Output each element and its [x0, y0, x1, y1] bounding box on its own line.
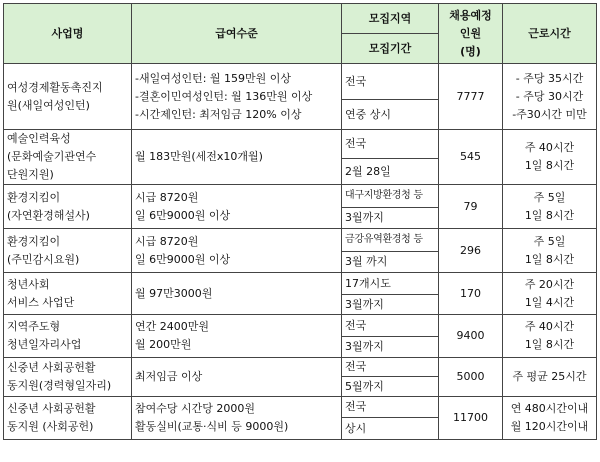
recruit-region: 전국 — [342, 64, 439, 100]
planned-hires: 170 — [439, 273, 503, 315]
work-hours-line: - 주당 35시간 — [515, 71, 584, 85]
work-hours-line: 주 5일 — [533, 234, 566, 248]
program-name-line: 신중년 사회공헌활 — [7, 361, 96, 374]
recruit-region: 전국 — [342, 358, 439, 377]
planned-hires: 9400 — [439, 315, 503, 358]
header-hires-line: 채용예정 — [449, 8, 492, 22]
work-hours — [503, 358, 597, 397]
program-name — [4, 358, 132, 397]
work-hours-line: 주 40시간 — [524, 141, 575, 154]
program-name-line: 원(새일여성인턴) — [7, 98, 90, 112]
program-name-line: 서비스 사업단 — [7, 295, 75, 309]
work-hours-line: 1일 8시간 — [524, 208, 575, 222]
work-hours-line: 월 120시간이내 — [510, 420, 589, 433]
work-hours-line: 1일 8시간 — [524, 252, 575, 266]
program-name-line: 지역주도형 — [7, 320, 61, 333]
work-hours-line: 1일 4시간 — [524, 295, 575, 309]
work-hours-line: 연 480시간이내 — [510, 402, 589, 415]
header-hours: 근로시간 — [503, 4, 597, 64]
salary-level — [132, 64, 342, 130]
recruit-region: 전국 — [342, 315, 439, 337]
planned-hires: 7777 — [439, 64, 503, 130]
planned-hires: 545 — [439, 130, 503, 185]
program-name-line: 환경지킴이 — [7, 234, 61, 248]
salary-level — [132, 229, 342, 273]
planned-hires: 296 — [439, 229, 503, 273]
program-name-line: 신중년 사회공헌활 — [7, 402, 96, 415]
header-region: 모집지역 — [342, 4, 439, 34]
work-hours — [503, 315, 597, 358]
salary-level-line: 일 6만9000원 이상 — [135, 252, 231, 266]
recruit-period: 3월까지 — [342, 208, 439, 229]
salary-level-line: -새일여성인턴: 월 159만원 이상 — [135, 71, 292, 85]
salary-level-line: 활동실비(교통·식비 등 9000원) — [135, 420, 289, 433]
work-hours-line: -주30시간 미만 — [512, 107, 587, 121]
recruit-period: 연중 상시 — [342, 100, 439, 130]
program-name-line: 예술인력육성 — [7, 132, 71, 145]
program-name — [4, 64, 132, 130]
recruit-period: 3월까지 — [342, 295, 439, 315]
salary-level-line: -결혼이민여성인턴: 월 136만원 이상 — [135, 89, 313, 103]
salary-level — [132, 185, 342, 229]
work-hours-line: 주 20시간 — [524, 277, 575, 291]
recruit-period: 5월까지 — [342, 377, 439, 397]
salary-level — [132, 130, 342, 185]
recruit-region: 대구지방환경청 등 — [342, 185, 439, 208]
recruit-period: 3월 까지 — [342, 252, 439, 273]
header-period: 모집기간 — [342, 34, 439, 64]
program-name — [4, 130, 132, 185]
work-hours — [503, 185, 597, 229]
salary-level-line: 월 183만원(세전x10개월) — [135, 150, 263, 163]
program-name-line: 청년일자리사업 — [7, 338, 82, 351]
program-name-line: (문화예술기관연수 — [7, 150, 97, 163]
header-hires-line: (명) — [460, 44, 481, 58]
recruit-period: 3월까지 — [342, 337, 439, 358]
planned-hires: 79 — [439, 185, 503, 229]
recruit-region: 17개시도 — [342, 273, 439, 295]
program-name-line: 동지원 (사회공헌) — [7, 420, 94, 433]
salary-level — [132, 315, 342, 358]
planned-hires: 5000 — [439, 358, 503, 397]
salary-level-line: 시급 8720원 — [135, 234, 199, 248]
salary-level-line: 연간 2400만원 — [135, 320, 209, 333]
salary-level-line: 월 200만원 — [135, 338, 192, 351]
work-hours-line: 1일 8시간 — [524, 159, 575, 172]
header-salary: 급여수준 — [132, 4, 342, 64]
recruit-region: 금강유역환경청 등 — [342, 229, 439, 252]
header-hires-line: 인원 — [459, 26, 482, 40]
recruit-region: 전국 — [342, 397, 439, 418]
salary-level-line: 참여수당 시간당 2000원 — [135, 402, 255, 415]
work-hours — [503, 273, 597, 315]
program-name-line: 단원지원) — [7, 168, 54, 181]
work-hours — [503, 229, 597, 273]
work-hours-line: 1일 8시간 — [524, 338, 575, 351]
work-hours-line: 주 5일 — [533, 190, 566, 204]
job-program-table — [3, 3, 597, 440]
program-name-line: 동지원(경력형일자리) — [7, 379, 112, 392]
program-name-line: (자연환경해설사) — [7, 208, 90, 222]
planned-hires: 11700 — [439, 397, 503, 440]
program-name — [4, 397, 132, 440]
salary-level-line: 시급 8720원 — [135, 190, 199, 204]
program-name-line: 환경지킴이 — [7, 190, 61, 204]
salary-level-line: -시간제인턴: 최저임금 120% 이상 — [135, 107, 302, 121]
work-hours-line: - 주당 30시간 — [515, 89, 584, 103]
recruit-period: 상시 — [342, 418, 439, 440]
program-name — [4, 315, 132, 358]
program-name-line: 여성경제활동촉진지 — [7, 80, 103, 94]
work-hours — [503, 130, 597, 185]
program-name — [4, 185, 132, 229]
program-name-line: (주민감시요원) — [7, 252, 80, 266]
work-hours-line: 주 40시간 — [524, 320, 575, 333]
header-name: 사업명 — [4, 4, 132, 64]
salary-level — [132, 273, 342, 315]
salary-level-line: 최저임금 이상 — [135, 370, 203, 383]
program-name-line: 청년사회 — [7, 277, 50, 291]
work-hours — [503, 397, 597, 440]
program-name — [4, 273, 132, 315]
salary-level-line: 일 6만9000원 이상 — [135, 208, 231, 222]
program-name — [4, 229, 132, 273]
recruit-period: 2월 28일 — [342, 159, 439, 185]
header-hires — [439, 4, 503, 64]
salary-level — [132, 358, 342, 397]
work-hours-line: 주 평균 25시간 — [512, 370, 587, 383]
salary-level-line: 월 97만3000원 — [135, 286, 213, 300]
recruit-region: 전국 — [342, 130, 439, 159]
salary-level — [132, 397, 342, 440]
work-hours — [503, 64, 597, 130]
